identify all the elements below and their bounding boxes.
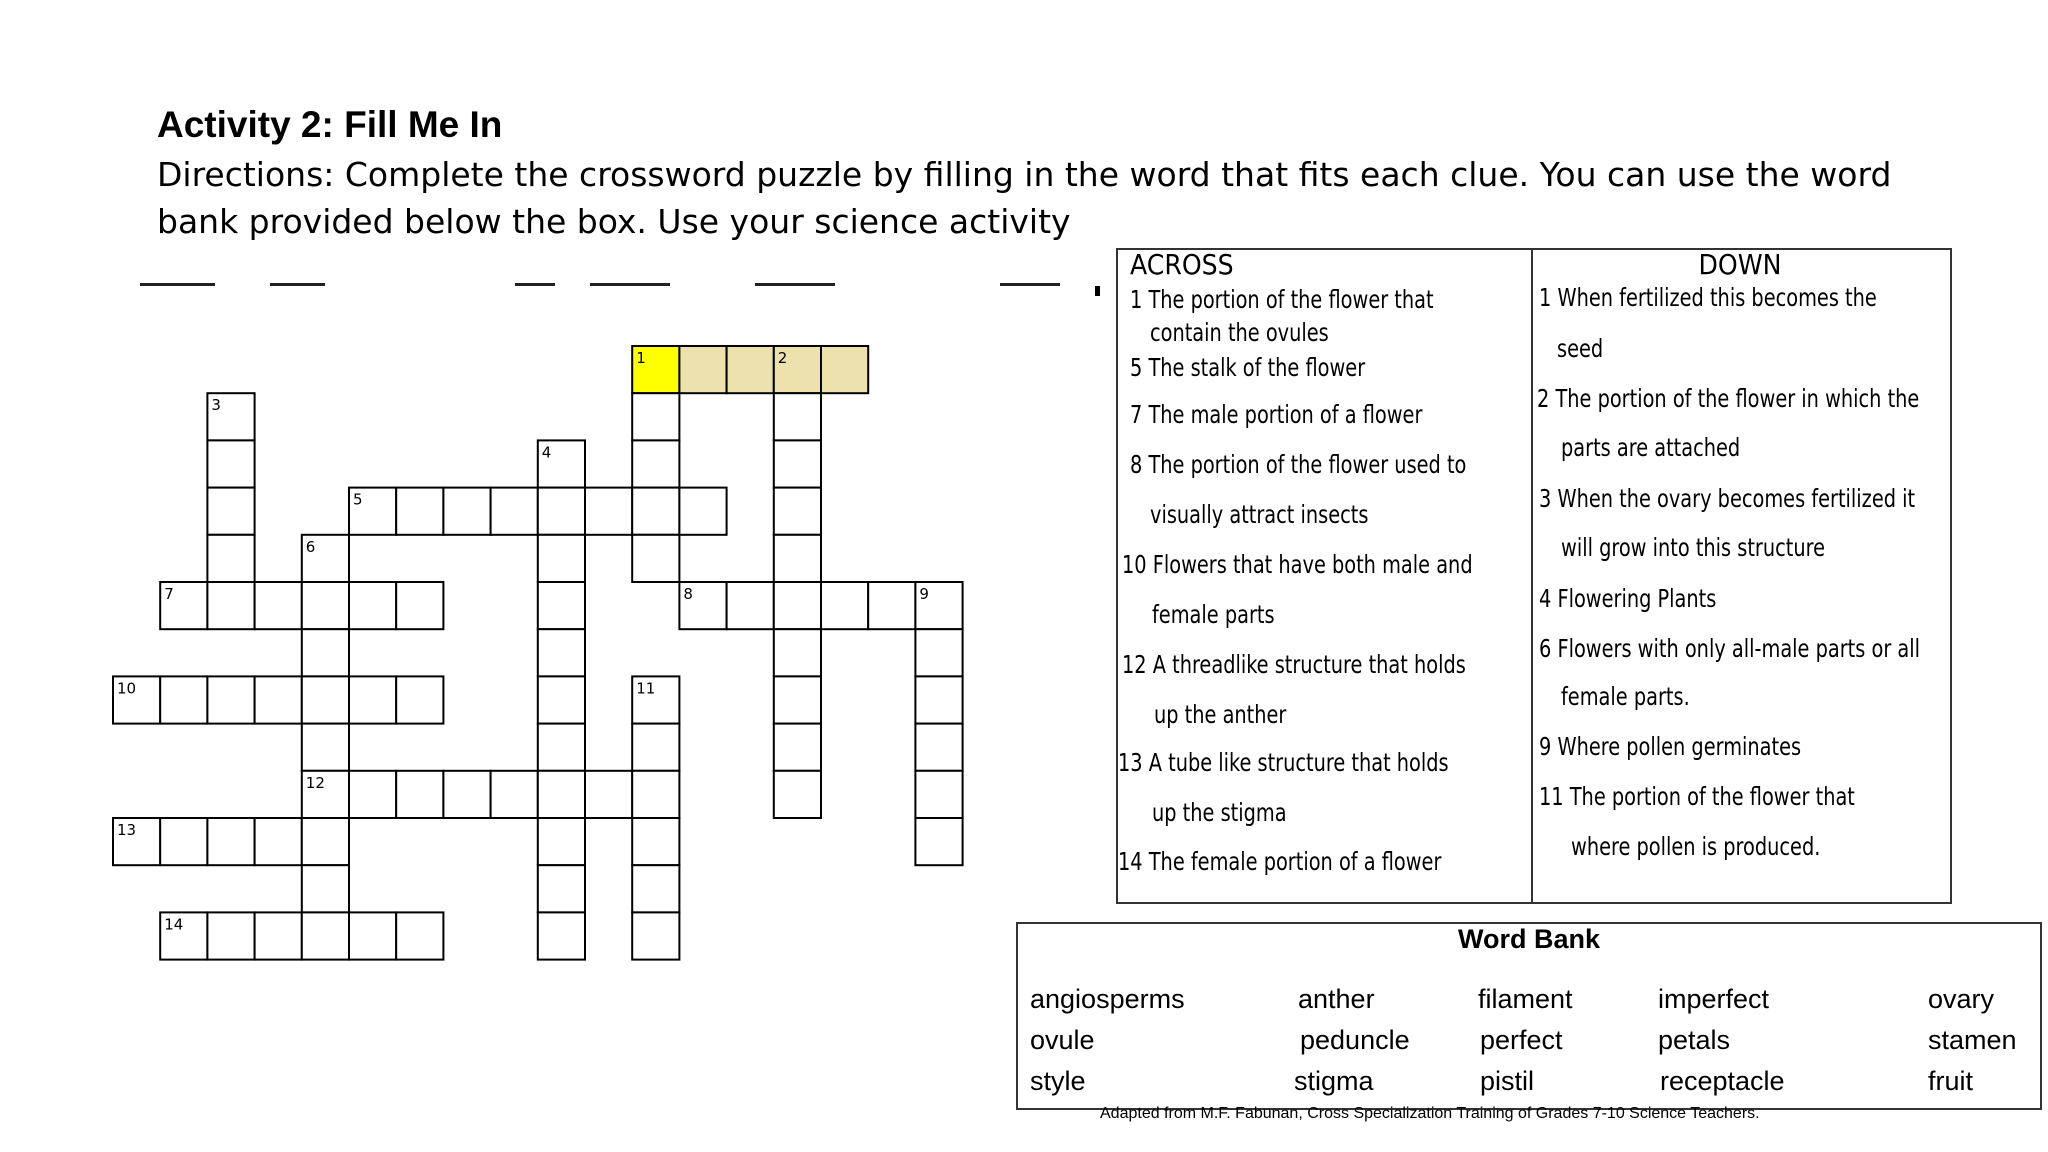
crossword-cell[interactable]	[349, 912, 396, 959]
crossword-cell[interactable]	[491, 488, 538, 535]
divider-segment	[755, 283, 835, 286]
crossword-cell[interactable]	[821, 346, 868, 393]
activity-title: Activity 2: Fill Me In	[157, 104, 503, 145]
clues-box	[1116, 248, 1952, 904]
crossword-cell[interactable]	[443, 488, 490, 535]
word-bank-word: receptacle	[1660, 1066, 1785, 1096]
crossword-cell[interactable]	[160, 818, 207, 865]
crossword-cell[interactable]	[915, 771, 962, 818]
word-bank-word: filament	[1478, 984, 1573, 1014]
crossword-cell[interactable]	[302, 724, 349, 771]
word-bank-word: fruit	[1928, 1066, 1974, 1096]
crossword-cell[interactable]	[632, 865, 679, 912]
crossword-cell[interactable]	[302, 912, 349, 959]
word-bank-word: peduncle	[1300, 1025, 1410, 1055]
across-clue: 5 The stalk of the flower	[1130, 353, 1366, 382]
down-clue: where pollen is produced.	[1571, 832, 1821, 861]
down-heading: DOWN	[1698, 248, 1782, 281]
word-bank-word: imperfect	[1658, 984, 1770, 1014]
crossword-cell[interactable]	[585, 488, 632, 535]
crossword-cell[interactable]	[632, 535, 679, 582]
word-bank-word: petals	[1658, 1025, 1731, 1055]
across-clue: contain the ovules	[1150, 318, 1329, 347]
crossword-cell[interactable]	[727, 346, 774, 393]
down-column	[1531, 248, 1949, 861]
word-bank-word: style	[1030, 1066, 1086, 1096]
crossword-cell[interactable]	[302, 771, 349, 818]
crossword-cell[interactable]	[207, 488, 254, 535]
down-clue: seed	[1557, 334, 1604, 363]
word-bank-word: ovule	[1030, 1025, 1095, 1055]
cell-number: 10	[117, 679, 137, 698]
crossword-cell[interactable]	[538, 771, 585, 818]
crossword-cell[interactable]	[255, 912, 302, 959]
divider-segment	[590, 283, 670, 286]
word-bank-word: ovary	[1928, 984, 1995, 1014]
across-clue: 7 The male portion of a flower	[1130, 400, 1423, 429]
crossword-cell[interactable]	[538, 629, 585, 676]
across-clue: 10 Flowers that have both male and	[1122, 550, 1473, 579]
crossword-cell[interactable]	[774, 488, 821, 535]
crossword-cell[interactable]	[632, 488, 679, 535]
crossword-cell[interactable]	[349, 676, 396, 723]
crossword-cell[interactable]	[538, 676, 585, 723]
crossword-cell[interactable]	[207, 582, 254, 629]
crossword-cell[interactable]	[585, 771, 632, 818]
crossword-cell[interactable]	[255, 818, 302, 865]
crossword-cell[interactable]	[255, 582, 302, 629]
cell-number: 3	[211, 396, 221, 415]
across-clue: 13 A tube like structure that holds	[1118, 748, 1449, 777]
across-clue: 8 The portion of the flower used to	[1130, 450, 1467, 479]
word-bank-word: anther	[1298, 984, 1375, 1014]
cell-number: 11	[636, 679, 656, 698]
crossword-cell[interactable]	[774, 346, 821, 393]
crossword-cell[interactable]	[538, 488, 585, 535]
crossword-cell[interactable]	[113, 818, 160, 865]
cell-number: 7	[164, 585, 174, 603]
crossword-cell[interactable]	[207, 818, 254, 865]
across-clue: 1 The portion of the flower that	[1130, 285, 1434, 314]
crossword-cell[interactable]	[538, 724, 585, 771]
across-clue: up the anther	[1154, 700, 1287, 729]
directions-text: Directions: Complete the crossword puzzle by filling in the word that fits each clue. You can use the word bank provided below the box. Use your science activity	[157, 155, 1892, 241]
crossword-cell[interactable]	[632, 771, 679, 818]
cell-number: 2	[777, 349, 788, 367]
crossword-cell[interactable]	[160, 676, 207, 723]
crossword-cell[interactable]	[302, 818, 349, 865]
crossword-cell[interactable]	[679, 582, 726, 629]
crossword-cell[interactable]	[774, 629, 821, 676]
crossword-cell[interactable]	[774, 582, 821, 629]
down-clue: 2 The portion of the flower in which the	[1537, 384, 1920, 413]
across-clue: 14 The female portion of a flower	[1118, 847, 1442, 876]
crossword-cell[interactable]	[821, 582, 868, 629]
across-heading: ACROSS	[1130, 248, 1234, 281]
crossword-cell[interactable]	[632, 724, 679, 771]
cell-number: 5	[353, 490, 363, 509]
crossword-cell[interactable]	[207, 535, 254, 582]
word-bank-word: pistil	[1480, 1066, 1535, 1096]
crossword-cell[interactable]	[632, 346, 679, 393]
crossword-cell[interactable]	[632, 818, 679, 865]
crossword-cell[interactable]	[915, 676, 962, 723]
cell-number: 14	[164, 915, 184, 934]
cell-number: 9	[919, 585, 929, 603]
down-clue: 9 Where pollen germinates	[1539, 732, 1802, 761]
crossword-cell[interactable]	[160, 912, 207, 959]
crossword-cell[interactable]	[868, 582, 915, 629]
crossword-cell[interactable]	[255, 676, 302, 723]
clues-divider	[1531, 250, 1533, 902]
crossword-cell[interactable]	[727, 582, 774, 629]
bullet-mark	[1095, 286, 1100, 296]
crossword-cell[interactable]	[915, 818, 962, 865]
cell-number: 12	[305, 773, 325, 792]
crossword-cell[interactable]	[349, 582, 396, 629]
down-clue: 3 When the ovary becomes fertilized it	[1539, 484, 1916, 513]
crossword-cell[interactable]	[113, 676, 160, 723]
down-clue: 1 When fertilized this becomes the	[1539, 283, 1877, 312]
cell-number: 4	[541, 443, 552, 462]
crossword-cell[interactable]	[538, 912, 585, 959]
crossword-cell[interactable]	[302, 535, 349, 582]
divider-segment	[140, 283, 215, 286]
word-bank-word: angiosperms	[1030, 984, 1185, 1014]
word-bank-word: perfect	[1480, 1025, 1563, 1055]
crossword-cell[interactable]	[207, 393, 254, 440]
crossword-cell[interactable]	[774, 535, 821, 582]
across-clue: visually attract insects	[1150, 500, 1369, 529]
cell-number: 13	[117, 821, 137, 839]
crossword-cell[interactable]	[207, 912, 254, 959]
crossword-cell[interactable]	[491, 771, 538, 818]
down-clue: female parts.	[1561, 682, 1690, 711]
crossword-cell[interactable]	[632, 393, 679, 440]
down-clue: will grow into this structure	[1561, 533, 1825, 562]
crossword-cell[interactable]	[538, 582, 585, 629]
down-clue: 11 The portion of the flower that	[1539, 782, 1855, 811]
crossword-cell[interactable]	[774, 676, 821, 723]
crossword-cell[interactable]	[538, 440, 585, 487]
crossword-cell[interactable]	[302, 676, 349, 723]
divider-segment	[515, 283, 555, 286]
crossword-cell[interactable]	[915, 724, 962, 771]
crossword-cell[interactable]	[396, 771, 443, 818]
crossword-cell[interactable]	[632, 912, 679, 959]
across-clue: 12 A threadlike structure that holds	[1122, 650, 1466, 679]
crossword-cell[interactable]	[679, 346, 726, 393]
source-credit: Adapted from M.F. Fabunan, Cross Specialization Training of Grades 7-10 Science Teachers.	[1100, 1105, 1760, 1122]
crossword-cell[interactable]	[915, 629, 962, 676]
crossword-cell[interactable]	[302, 865, 349, 912]
down-clue: 6 Flowers with only all-male parts or all	[1539, 634, 1921, 663]
crossword-cell[interactable]	[538, 818, 585, 865]
crossword-cell[interactable]	[396, 676, 443, 723]
across-clue: female parts	[1152, 600, 1275, 629]
crossword-cell[interactable]	[349, 488, 396, 535]
crossword-cell[interactable]	[774, 771, 821, 818]
crossword-cell[interactable]	[396, 488, 443, 535]
across-column	[1118, 248, 1530, 876]
word-bank-word: stigma	[1294, 1066, 1374, 1096]
down-clue: parts are attached	[1561, 433, 1741, 462]
crossword-cell[interactable]	[632, 440, 679, 487]
cell-number: 8	[683, 585, 693, 603]
crossword-cell[interactable]	[538, 865, 585, 912]
crossword-cell[interactable]	[160, 582, 207, 629]
crossword-cell[interactable]	[396, 912, 443, 959]
crossword-cell[interactable]	[443, 771, 490, 818]
word-bank-title: Word Bank	[1457, 924, 1600, 954]
divider-segment	[270, 283, 325, 286]
crossword-cell[interactable]	[396, 582, 443, 629]
down-clue: 4 Flowering Plants	[1539, 584, 1717, 613]
crossword-cell[interactable]	[207, 676, 254, 723]
crossword-cell[interactable]	[774, 724, 821, 771]
word-bank-word: stamen	[1928, 1025, 2017, 1055]
crossword-cell[interactable]	[349, 771, 396, 818]
crossword-cell[interactable]	[302, 582, 349, 629]
crossword-cell[interactable]	[207, 440, 254, 487]
divider-segment	[1000, 283, 1060, 286]
crossword-cell[interactable]	[632, 676, 679, 723]
crossword-cell[interactable]	[679, 488, 726, 535]
cell-number: 6	[305, 537, 316, 556]
crossword-cell[interactable]	[774, 393, 821, 440]
crossword-cell[interactable]	[774, 440, 821, 487]
crossword-cell[interactable]	[538, 535, 585, 582]
across-clue: up the stigma	[1152, 798, 1287, 827]
cell-number: 1	[636, 349, 646, 367]
crossword-cell[interactable]	[302, 629, 349, 676]
crossword-cell[interactable]	[915, 582, 962, 629]
word-bank	[1016, 922, 2042, 1110]
